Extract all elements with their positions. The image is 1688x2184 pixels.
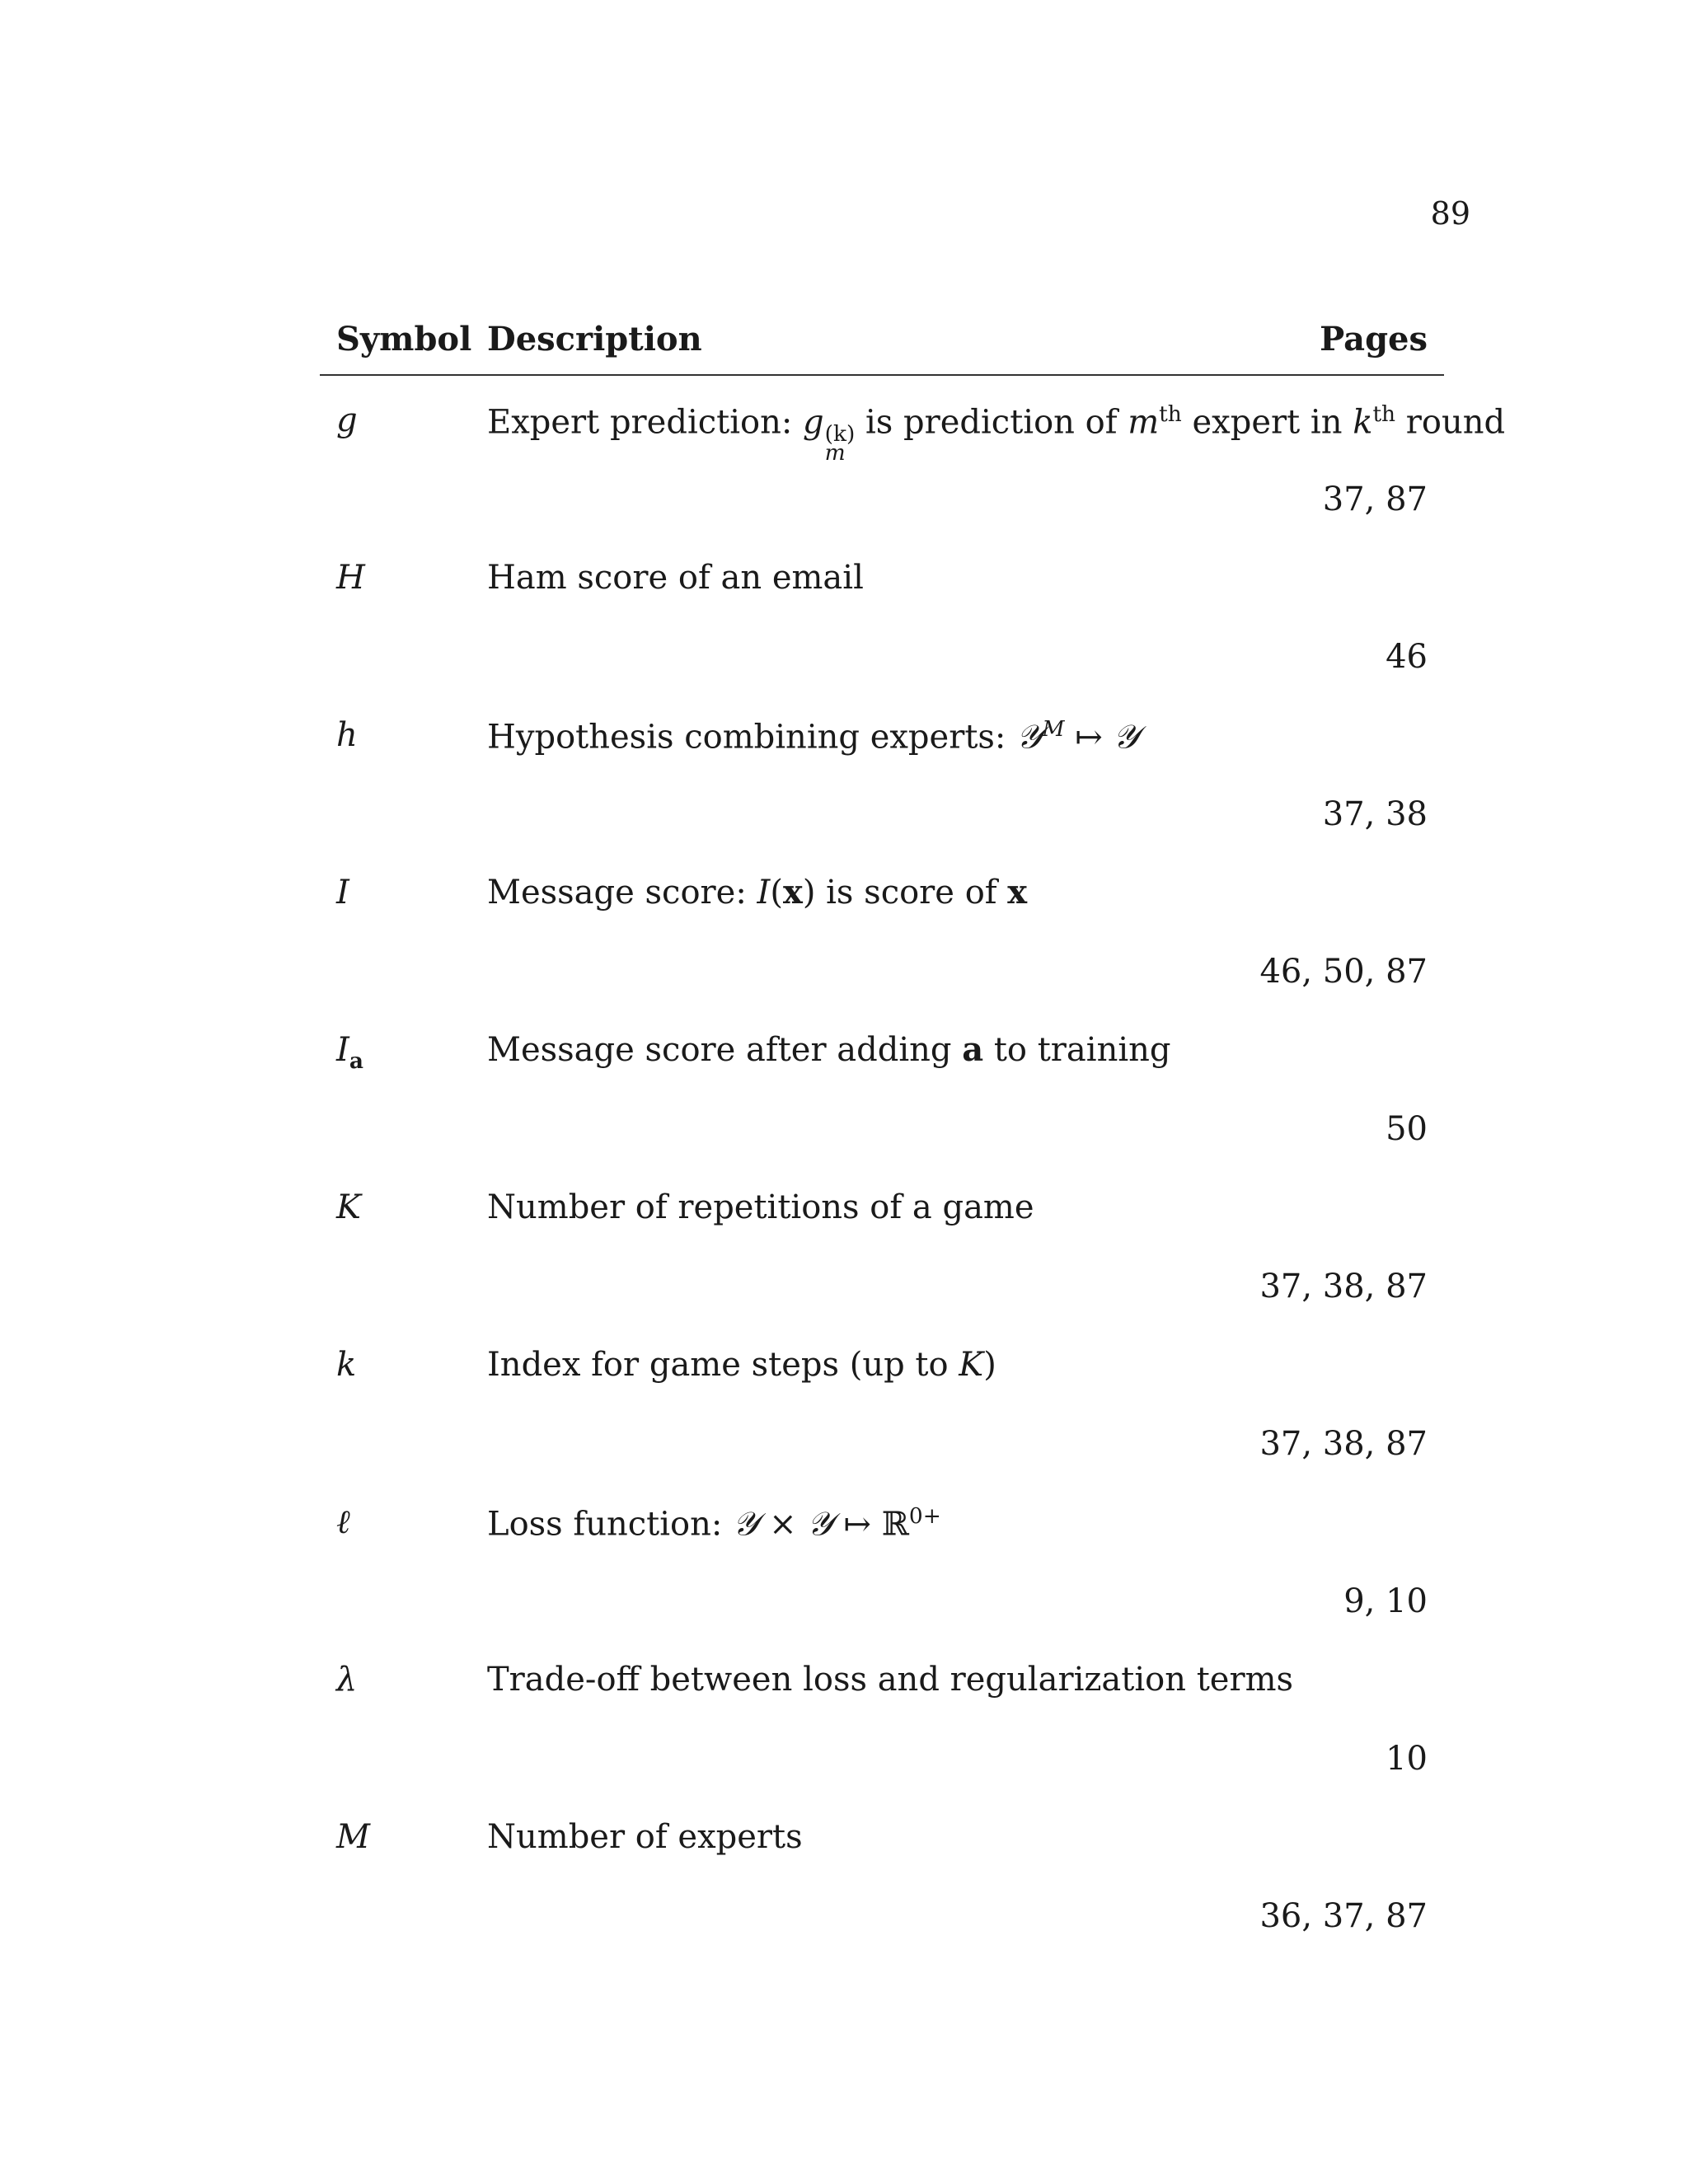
table-row: [320, 376, 1506, 533]
table-row: [320, 1163, 1444, 1320]
math-expression: 𝒴 × 𝒴 ↦: [733, 1505, 882, 1544]
math-vector: a: [962, 1030, 984, 1069]
description: Trade-off between loss and regularization terms: [487, 1661, 1294, 1699]
header-pages: Pages: [1320, 320, 1428, 359]
pages: 37, 87: [1322, 480, 1428, 518]
description: Number of experts: [487, 1818, 803, 1856]
pages: 46, 50, 87: [1259, 953, 1428, 991]
description-text: Hypothesis combining experts:: [487, 718, 1017, 757]
description: [487, 1347, 996, 1383]
description-text: Message score after adding: [487, 1031, 963, 1069]
header-symbol: Symbol: [336, 320, 472, 359]
description: [487, 874, 1027, 911]
description-text: to training: [983, 1031, 1171, 1069]
description: Ham score of an email: [487, 559, 864, 597]
header-description: Description: [487, 320, 702, 359]
pages: 50: [1386, 1110, 1428, 1148]
table-row: [320, 533, 1444, 691]
table-row: [320, 1793, 1444, 1950]
description-text: Index for game steps (up to: [487, 1346, 959, 1384]
superscript: M: [1042, 716, 1065, 742]
pages: 37, 38, 87: [1259, 1425, 1428, 1463]
math-symbol: 𝒴: [1016, 718, 1043, 757]
math-operator: ↦: [1064, 718, 1114, 757]
math-symbol: 𝒴: [1113, 718, 1139, 757]
description-text: ): [983, 1346, 996, 1384]
pages: 46: [1386, 638, 1428, 676]
pages: 36, 37, 87: [1259, 1897, 1428, 1935]
subscript: m: [824, 440, 846, 466]
symbol-base: I: [336, 1031, 349, 1069]
table-row: [320, 1005, 1444, 1163]
description-text: Expert prediction:: [487, 403, 804, 442]
notation-table: [320, 320, 1506, 1950]
symbol: ℓ: [336, 1503, 350, 1541]
description-text: ) is score of: [802, 874, 1008, 912]
symbol: I: [336, 874, 349, 912]
math-symbol: ℝ: [881, 1505, 909, 1544]
math-symbol: m: [1128, 403, 1160, 442]
symbol: h: [336, 716, 358, 754]
description-text: round: [1395, 403, 1506, 442]
description: [487, 401, 1506, 466]
page-number: 89: [1430, 195, 1470, 232]
symbol: M: [336, 1818, 370, 1856]
math-symbol: g: [803, 403, 824, 442]
table-row: [320, 1635, 1444, 1793]
pages: 37, 38: [1322, 795, 1428, 833]
description: [487, 717, 1139, 755]
symbol: [336, 1032, 363, 1073]
symbol-subscript: a: [349, 1048, 363, 1074]
math-symbol: I: [757, 874, 771, 912]
table-row: [320, 691, 1444, 848]
table-header: [320, 320, 1444, 376]
table-row: [320, 1478, 1444, 1635]
table-row: [320, 848, 1444, 1005]
symbol: g: [336, 401, 358, 439]
description: [487, 1032, 1170, 1068]
math-symbol: k: [1353, 403, 1373, 442]
math-vector: x: [1007, 873, 1028, 912]
description-text: is prediction of: [855, 403, 1128, 442]
symbol: H: [336, 559, 365, 597]
superscript-subscript: [824, 420, 856, 466]
symbol: K: [336, 1188, 361, 1226]
table-row: [320, 1320, 1444, 1478]
superscript: (k): [824, 420, 856, 447]
superscript: th: [1159, 401, 1182, 427]
description: Number of repetitions of a game: [487, 1188, 1034, 1226]
superscript: th: [1372, 401, 1396, 427]
description-text: Loss function:: [487, 1505, 734, 1544]
description-text: (: [770, 874, 783, 912]
symbol: λ: [336, 1661, 358, 1699]
pages: 10: [1386, 1740, 1428, 1778]
math-vector: x: [782, 873, 803, 912]
pages: 37, 38, 87: [1259, 1268, 1428, 1305]
superscript: 0+: [908, 1503, 941, 1529]
description-text: expert in: [1181, 403, 1353, 442]
symbol: k: [336, 1346, 357, 1384]
pages: 9, 10: [1343, 1582, 1428, 1620]
description: [487, 1504, 941, 1542]
math-symbol: K: [959, 1346, 984, 1384]
description-text: Message score:: [487, 874, 757, 912]
